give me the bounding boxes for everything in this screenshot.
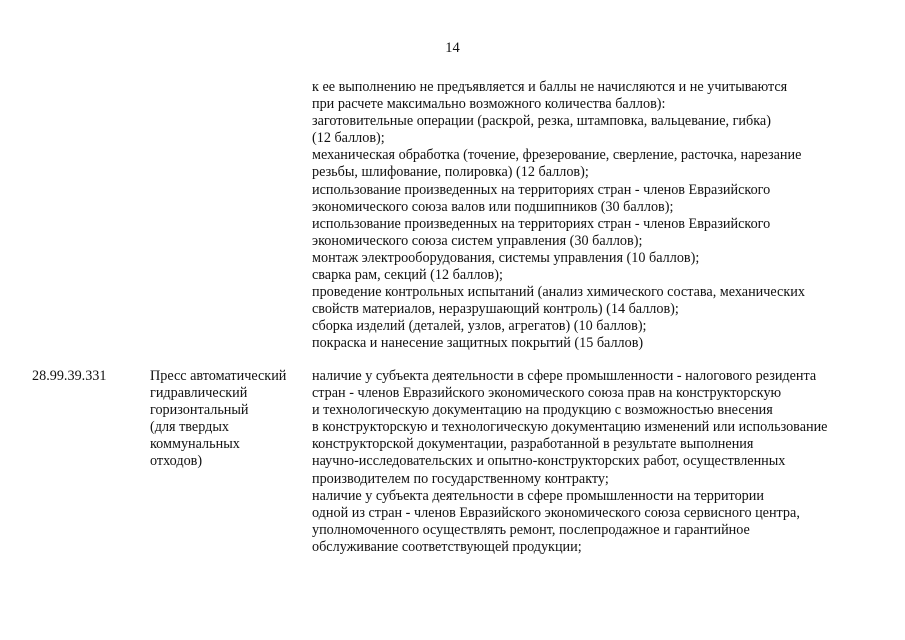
product-name-line: (для твердых — [150, 419, 229, 436]
requirement-line: научно-исследовательских и опытно-конструкторских работ, осуществленных — [312, 453, 786, 470]
requirement-line: конструкторской документации, разработанной в результате выполнения — [312, 436, 754, 453]
requirement-line: наличие у субъекта деятельности в сфере промышленности - налогового резидента — [312, 368, 817, 384]
requirement-line: и технологическую документацию на продукцию с возможностью внесения — [312, 402, 773, 419]
text-line: сборка изделий (деталей, узлов, агрегатов) (10 баллов); — [312, 318, 647, 335]
text-line: к ее выполнению не предъявляется и баллы не начисляются и не учитываются — [312, 79, 788, 95]
product-name-line: гидравлический — [150, 385, 248, 402]
requirement-line: стран - членов Евразийского экономического союза прав на конструкторскую — [312, 385, 782, 402]
text-line: использование произведенных на территориях стран - членов Евразийского — [312, 181, 771, 198]
page-number: 14 — [445, 40, 460, 56]
product-name-line: отходов) — [150, 453, 203, 470]
requirement-line: обслуживание соответствующей продукции; — [312, 538, 582, 555]
text-line: монтаж электрооборудования, системы управления (10 баллов); — [312, 249, 700, 266]
continued-requirements-text — [312, 79, 892, 353]
text-line: (12 баллов); — [312, 130, 385, 147]
text-line: свойств материалов, неразрушающий контроль) (14 баллов); — [312, 301, 679, 318]
product-name-line: Пресс автоматический — [150, 368, 287, 384]
text-line: сварка рам, секций (12 баллов); — [312, 267, 503, 284]
product-name-line: коммунальных — [150, 436, 240, 453]
text-line: механическая обработка (точение, фрезерование, сверление, расточка, нарезание — [312, 147, 802, 164]
text-line: экономического союза валов или подшипников (30 баллов); — [312, 198, 674, 215]
text-line: при расчете максимально возможного количества баллов): — [312, 96, 666, 113]
requirements-text — [312, 368, 892, 556]
product-code: 28.99.39.331 — [32, 368, 107, 384]
text-line: проведение контрольных испытаний (анализ химического состава, механических — [312, 284, 805, 301]
text-line: покраска и нанесение защитных покрытий (15 баллов) — [312, 335, 644, 352]
text-line: заготовительные операции (раскрой, резка, штамповка, вальцевание, гибка) — [312, 113, 771, 130]
product-name — [150, 368, 305, 471]
requirement-line: в конструкторскую и технологическую документацию изменений или использование — [312, 419, 828, 436]
requirement-line: одной из стран - членов Евразийского экономического союза сервисного центра, — [312, 504, 800, 521]
requirement-line: наличие у субъекта деятельности в сфере промышленности на территории — [312, 487, 764, 504]
text-line: резьбы, шлифование, полировка) (12 баллов); — [312, 164, 589, 181]
text-line: использование произведенных на территориях стран - членов Евразийского — [312, 215, 771, 232]
product-name-line: горизонтальный — [150, 402, 249, 419]
text-line: экономического союза систем управления (30 баллов); — [312, 232, 643, 249]
requirement-line: производителем по государственному контракту; — [312, 470, 609, 487]
requirement-line: уполномоченного осуществлять ремонт, послепродажное и гарантийное — [312, 521, 750, 538]
